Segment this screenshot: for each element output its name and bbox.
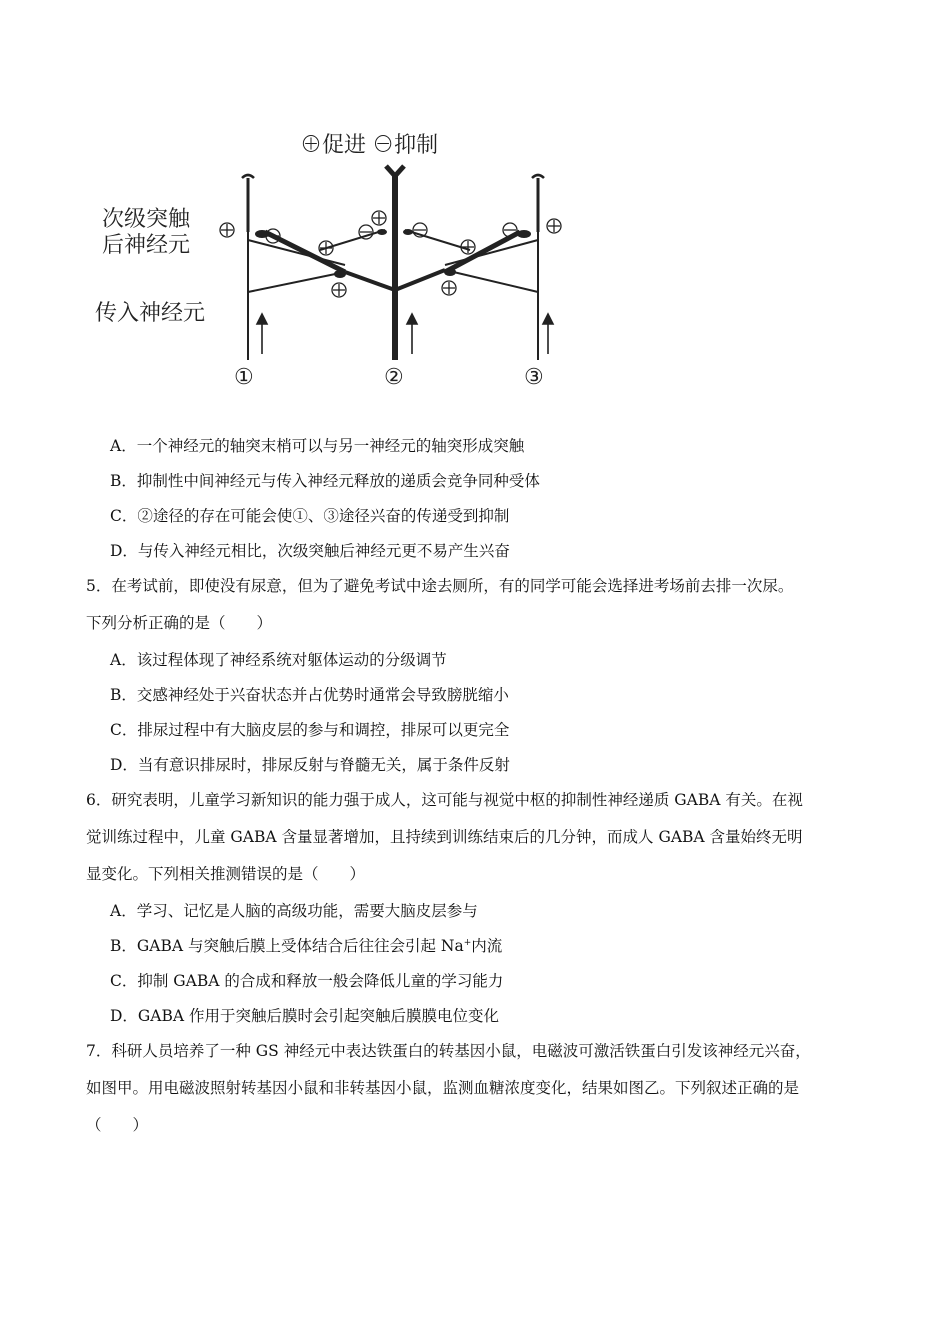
q5-option-c: C．排尿过程中有大脑皮层的参与和调控，排尿可以更完全 xyxy=(110,721,510,739)
sodium-charge: + xyxy=(463,938,472,948)
q6-option-b-tail: 内流 xyxy=(471,937,503,955)
q5-option-d: D．当有意识排尿时，排尿反射与脊髓无关，属于条件反射 xyxy=(110,756,510,774)
figure-label-secondary-1: 次级突触 xyxy=(102,206,191,231)
q5-option-b: B．交感神经处于兴奋状态并占优势时通常会导致膀胱缩小 xyxy=(110,686,509,704)
q6-stem-line-3: 显变化。下列相关推测错误的是（ ） xyxy=(86,865,366,883)
pathway-number-3: ③ xyxy=(524,364,544,389)
q6-stem-line-2: 觉训练过程中，儿童 GABA 含量显著增加，且持续到训练结束后的几分钟，而成人 GABA 含量始终无明 xyxy=(86,828,803,846)
q5-stem-line-2: 下列分析正确的是（ ） xyxy=(86,614,273,632)
q5-option-a: A．该过程体现了神经系统对躯体运动的分级调节 xyxy=(110,651,447,669)
q4-option-c: C．②途径的存在可能会使①、③途径兴奋的传递受到抑制 xyxy=(110,507,510,525)
q5-stem-line-1: 5．在考试前，即使没有尿意，但为了避免考试中途去厕所，有的同学可能会选择进考场前去排一次尿。 xyxy=(86,577,794,595)
q6-option-b xyxy=(110,936,502,956)
figure-label-afferent: 传入神经元 xyxy=(95,300,206,325)
neuron-lines xyxy=(242,166,544,360)
figure-label-secondary-2: 后神经元 xyxy=(102,232,191,257)
q6-option-d: D．GABA 作用于突触后膜时会引起突触后膜膜电位变化 xyxy=(110,1007,500,1025)
q7-stem-line-3: （ ） xyxy=(86,1116,149,1134)
q4-option-b: B．抑制性中间神经元与传入神经元释放的递质会竞争同种受体 xyxy=(110,472,540,490)
sign-symbols xyxy=(220,211,561,297)
q6-option-b-text: B．GABA 与突触后膜上受体结合后往往会引起 Na xyxy=(110,937,464,955)
q6-option-c: C．抑制 GABA 的合成和释放一般会降低儿童的学习能力 xyxy=(110,972,504,990)
q4-option-d: D．与传入神经元相比，次级突触后神经元更不易产生兴奋 xyxy=(110,542,510,560)
q6-option-a: A．学习、记忆是人脑的高级功能，需要大脑皮层参与 xyxy=(110,902,478,920)
input-arrows xyxy=(257,314,553,354)
q6-stem-line-1: 6．研究表明，儿童学习新知识的能力强于成人，这可能与视觉中枢的抑制性神经递质 GABA 有关。在视 xyxy=(86,791,803,809)
pathway-number-1: ① xyxy=(234,364,254,389)
figure-legend: ⊕促进 ⊖抑制 xyxy=(300,132,439,157)
neuron-pathway-diagram xyxy=(90,120,590,400)
q7-stem-line-2: 如图甲。用电磁波照射转基因小鼠和非转基因小鼠，监测血糖浓度变化，结果如图乙。下列叙述正确的是 xyxy=(86,1079,800,1097)
q7-stem-line-1: 7．科研人员培养了一种 GS 神经元中表达铁蛋白的转基因小鼠，电磁波可激活铁蛋白引发该神经元兴奋， xyxy=(86,1042,811,1060)
q4-option-a: A．一个神经元的轴突末梢可以与另一神经元的轴突形成突触 xyxy=(110,437,525,455)
pathway-number-2: ② xyxy=(384,364,404,389)
